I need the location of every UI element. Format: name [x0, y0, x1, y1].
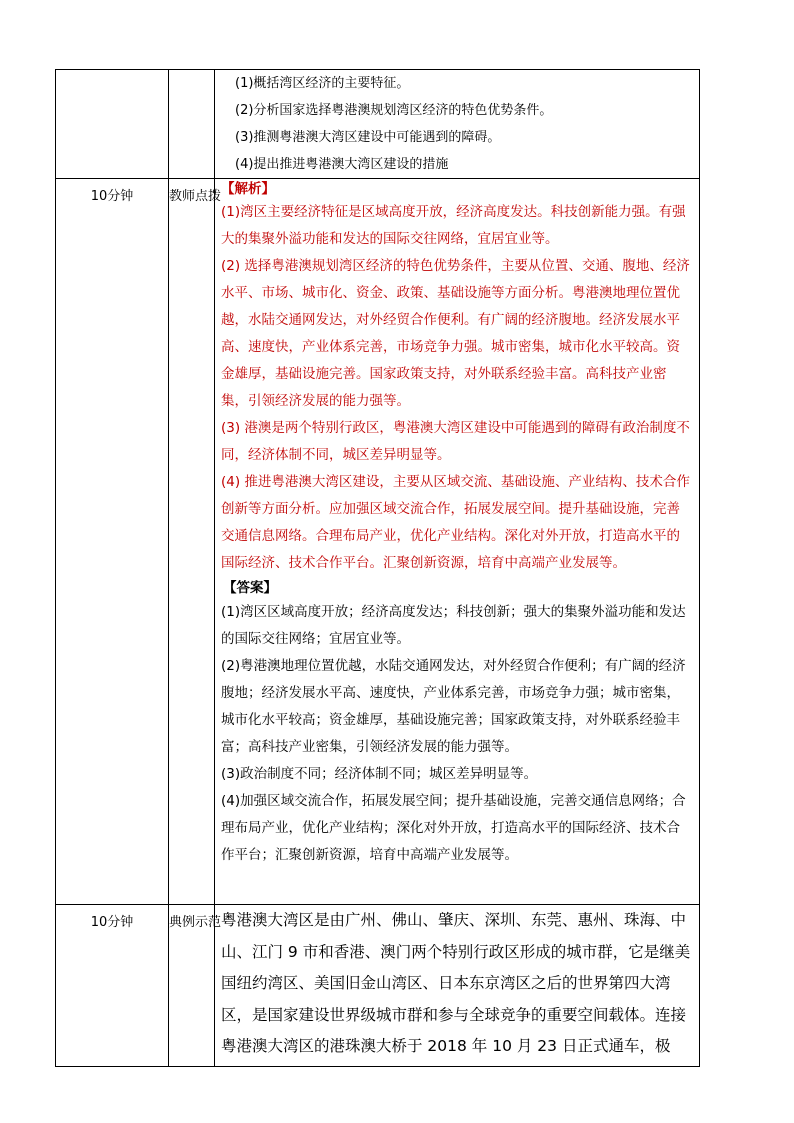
analysis-3: (3) 港澳是两个特别行政区，粤港澳大湾区建设中可能遇到的障碍有政治制度不同，经济体制不同，城区差异明显等。	[221, 420, 690, 463]
analysis-4: (4) 推进粤港澳大湾区建设，主要从区域交流、基础设施、产业结构、技术合作创新等方面分析。应加强区域交流合作，拓展发展空间。提升基础设施，完善交通信息网络。合理布局产业，优化产业结构。深化对外开放，打造高水平的国际经济、技术合作平台。汇聚创新资源，培育中高端产业发展等。	[221, 474, 690, 571]
analysis-1: (1)湾区主要经济特征是区域高度开放，经济高度发达。科技创新能力强。有强大的集聚外溢功能和发达的国际交往网络，宜居宜业等。	[221, 204, 686, 247]
question-1: (1)概括湾区经济的主要特征。	[235, 76, 410, 91]
question-4: (4)提出推进粤港澳大湾区建设的措施	[235, 157, 449, 172]
answer-4: (4)加强区域交流合作，拓展发展空间；提升基础设施，完善交通信息网络；合理布局产业，优化产业结构；深化对外开放，打造高水平的国际经济、技术合作平台；汇聚创新资源，培育中高端产业发展等。	[221, 793, 686, 863]
time-cell: 10分钟	[56, 179, 169, 905]
question-3: (3)推测粤港澳大湾区建设中可能遇到的障碍。	[235, 130, 501, 145]
activity-cell: 教师点拨	[169, 179, 215, 905]
answer-3: (3)政治制度不同；经济体制不同；城区差异明显等。	[221, 766, 538, 782]
answer-2: (2)粤港澳地理位置优越，水陆交通网发达，对外经贸合作便利；有广阔的经济腹地；经济发展水平高、速度快，产业体系完善，市场竞争力强；城市密集，城市化水平较高；资金雄厚，基础设施完善；国家政策支持，对外联系经验丰富；高科技产业密集，引领经济发展的能力强等。	[221, 658, 686, 755]
activity-cell-empty	[169, 70, 215, 179]
example-cell	[215, 905, 700, 1067]
analysis-header: 【解析】	[221, 181, 275, 197]
question-2: (2)分析国家选择粤港澳规划湾区经济的特色优势条件。	[235, 103, 553, 118]
table-row	[56, 179, 700, 905]
answer-header: 【答案】	[223, 580, 277, 596]
activity-cell: 典例示范	[169, 905, 215, 1067]
example-text: 粤港澳大湾区是由广州、佛山、肇庆、深圳、东莞、惠州、珠海、中山、江门 9 市和香港、澳门两个特别行政区形成的城市群，它是继美国纽约湾区、美国旧金山湾区、日本东京湾区之后的世界第四大湾区，是国家建设世界级城市群和参与全球竞争的重要空间载体。连接粤港澳大湾区的港珠澳大桥于 2018 年 10 月 23 日正式通车，极	[221, 911, 691, 1055]
time-cell-empty	[56, 70, 169, 179]
answer-1: (1)湾区区域高度开放；经济高度发达；科技创新；强大的集聚外溢功能和发达的国际交往网络；宜居宜业等。	[221, 604, 686, 647]
analysis-2: (2) 选择粤港澳规划湾区经济的特色优势条件，主要从位置、交通、腹地、经济水平、市场、城市化、资金、政策、基础设施等方面分析。粤港澳地理位置优越，水陆交通网发达，对外经贸合作便利。有广阔的经济腹地。经济发展水平高、速度快，产业体系完善，市场竞争力强。城市密集，城市化水平较高。资金雄厚，基础设施完善。国家政策支持，对外联系经验丰富。高科技产业密集，引领经济发展的能力强等。	[221, 258, 690, 409]
table-row	[56, 70, 700, 179]
lesson-table	[55, 69, 700, 1067]
questions-cell	[215, 70, 700, 179]
content-cell	[215, 179, 700, 905]
time-cell: 10分钟	[56, 905, 169, 1067]
table-row	[56, 905, 700, 1067]
